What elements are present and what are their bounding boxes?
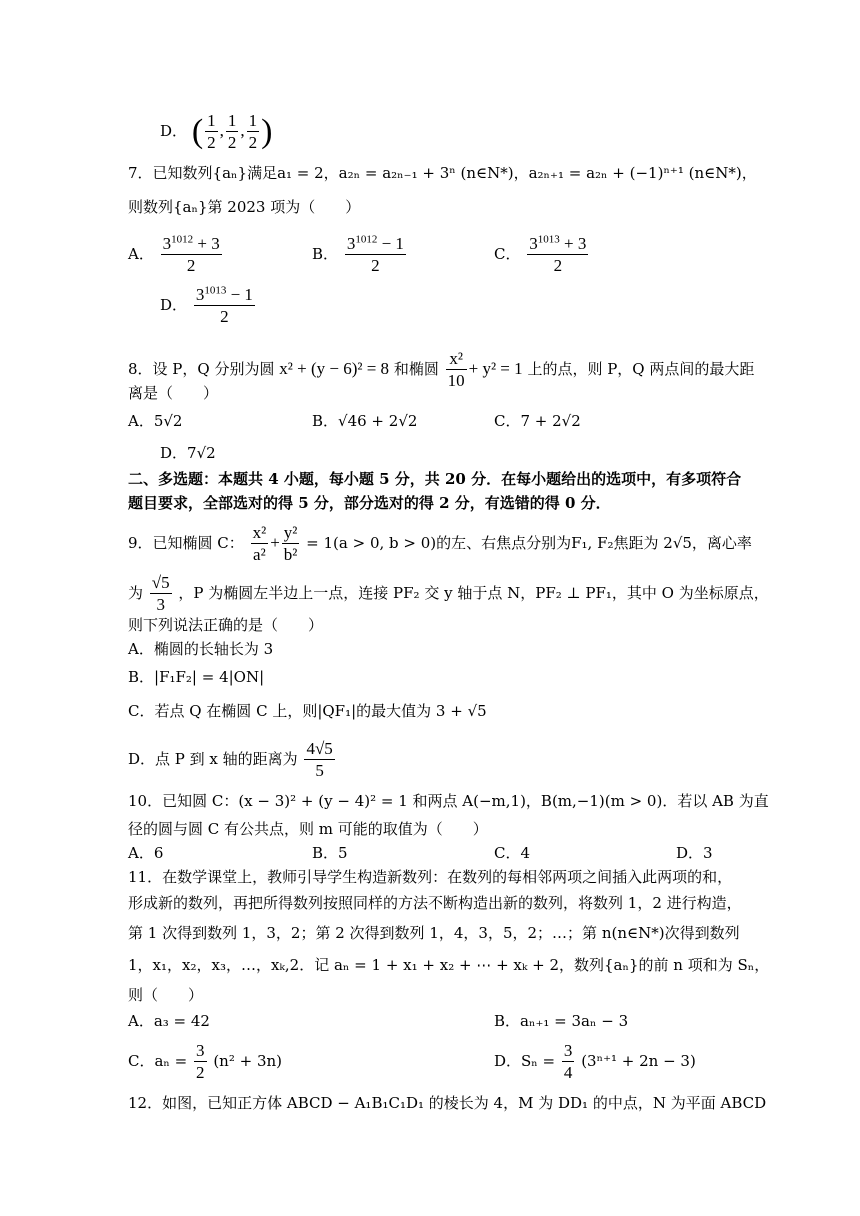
q12-line1: 12．如图，已知正方体 ABCD − A₁B₁C₁D₁ 的棱长为 4，M 为 DD₁ 的中点，N 为平面 ABCD [128,1094,767,1112]
q7-option-d-label: D． [160,295,188,314]
q11-option-d: D．Sₙ = $\frac{3}{4}$ (3ⁿ⁺¹ + 2n − 3) [494,1041,696,1083]
q8-option-c: C．7 + 2√2 [494,412,581,430]
q9-option-c: C．若点 Q 在椭圆 C 上，则|QF₁|的最大值为 3 + √5 [128,702,487,720]
q8-option-d: D．7√2 [160,444,216,462]
q7-stem-line2: 则数列{aₙ}第 2023 项为（ ） [128,198,361,216]
q11-line1: 11．在数学课堂上，教师引导学生构造新数列：在数列的每相邻两项之间插入此两项的和， [128,868,733,886]
q9-option-a: A．椭圆的长轴长为 3 [128,640,274,658]
q10-option-c: C．4 [494,844,531,862]
q11-option-c-pre: C．aₙ = [128,1051,188,1070]
q11-line4: 1，x₁，x₂，x₃，…，xₖ,2．记 aₙ = 1 + x₁ + x₂ + ⋯ + xₖ + 2，数列{aₙ}的前 n 项和为 Sₙ， [128,956,770,974]
q11-option-d-post: (3ⁿ⁺¹ + 2n − 3) [581,1051,696,1070]
q11-line3: 第 1 次得到数列 1，3，2；第 2 次得到数列 1，4，3，5，2；…；第 n(n∈N*)次得到数列 [128,924,740,942]
q9-stem-post: = 1(a > 0, b > 0)的左、右焦点分别为F₁, F₂焦距为 2√5，离心率 [306,533,752,552]
q11-option-d-pre: D．Sₙ = [494,1051,556,1070]
q9-stem-line2: 为 $\frac{√5}{3}$ ，P 为椭圆左半边上一点，连接 PF₂ 交 y 轴于点 N，PF₂ ⊥ PF₁，其中 O 为坐标原点， [128,573,769,615]
q8-option-b: B．√46 + 2√2 [312,412,418,430]
q9-stem-pre: 9．已知椭圆 C： [128,533,244,552]
q11-option-b: B．aₙ₊₁ = 3aₙ − 3 [494,1012,629,1030]
q8-stem-line2: 离是（ ） [128,384,219,402]
q11-option-c: C．aₙ = $\frac{3}{2}$ (n² + 3n) [128,1041,282,1083]
q10-option-a: A．6 [128,844,164,862]
q7-option-c: C． $\frac{3^{1013} + 3}{2}$ [494,233,587,276]
q7-stem-line1: 7．已知数列{aₙ}满足a₁ = 2，a₂ₙ = a₂ₙ₋₁ + 3ⁿ (n∈N*)，a₂ₙ₊₁ = a₂ₙ + (−1)ⁿ⁺¹ (n∈N*)， [128,164,757,182]
q7-option-a: A． $\frac{3^{1012} + 3}{2}$ [128,233,220,276]
q10-stem-line2: 径的圆与圆 C 有公共点，则 m 可能的取值为（ ） [128,820,488,838]
q7-option-d: D． $\frac{3^{1013} - 1}{2}$ [160,284,253,327]
q7-option-a-label: A． [128,244,154,263]
q8-option-a: A．5√2 [128,412,183,430]
q10-stem-line1: 10．已知圆 C：(x − 3)² + (y − 4)² = 1 和两点 A(−m,1)，B(m,−1)(m > 0)．若以 AB 为直 [128,792,769,810]
q9-stem-line3: 则下列说法正确的是（ ） [128,616,324,634]
q8-stem-mid: 和椭圆 [393,359,439,378]
q11-line2: 形成新的数列，再把所得数列按照同样的方法不断构造出新的数列，将数列 1，2 进行构造， [128,894,742,912]
q9-stem2-post: ，P 为椭圆左半边上一点，连接 PF₂ 交 y 轴于点 N，PF₂ ⊥ PF₁，其中 O 为坐标原点， [178,583,769,602]
q7-option-b: B． $\frac{3^{1012} - 1}{2}$ [312,233,404,276]
q7-option-c-label: C． [494,244,521,263]
q10-option-b: B．5 [312,844,348,862]
q8-stem-line1: 8．设 P，Q 分别为圆 x² + (y − 6)² = 8 和椭圆 $\frac{\text{x²}}{10}$ + y² = 1 上的点，则 P，Q 两点间的最大距 [128,349,755,391]
q9-option-b: B．|F₁F₂| = 4|ON| [128,668,265,686]
q11-option-a: A．a₃ = 42 [128,1012,210,1030]
q6-option-d-label: D． [160,121,188,140]
q11-option-c-post: (n² + 3n) [213,1051,282,1070]
q11-line5: 则（ ） [128,986,204,1004]
section2-heading-line2: 题目要求，全部选对的得 5 分，部分选对的得 2 分，有选错的得 0 分． [128,494,611,512]
q9-stem2-pre: 为 [128,583,144,602]
q9-option-d: D．点 P 到 x 轴的距离为 $\frac{4√5}{5}$ [128,739,333,781]
q7-option-b-label: B． [312,244,339,263]
q9-option-d-pre: D．点 P 到 x 轴的距离为 [128,749,298,768]
q9-stem-line1: 9．已知椭圆 C： $\frac{\text{x²}}{\text{a²}}$ + $\frac{\text{y²}}{\text{b²}}$ = 1(a > 0, b > 0)的左、右焦点分别为F₁, F₂焦距为 2√5，离心率 [128,523,752,565]
section2-heading-line1: 二、多选题：本题共 4 小题，每小题 5 分，共 20 分．在每小题给出的选项中，有多项符合 [128,470,742,488]
q8-stem-pre: 8．设 P，Q 分别为圆 [128,359,275,378]
q10-option-d: D．3 [676,844,713,862]
q6-option-d: D． ( $\frac{1}{2}$ , $\frac{1}{2}$ , $\frac{1}{2}$ ) [160,111,273,153]
q8-stem-post: 上的点，则 P，Q 两点间的最大距 [527,359,755,378]
